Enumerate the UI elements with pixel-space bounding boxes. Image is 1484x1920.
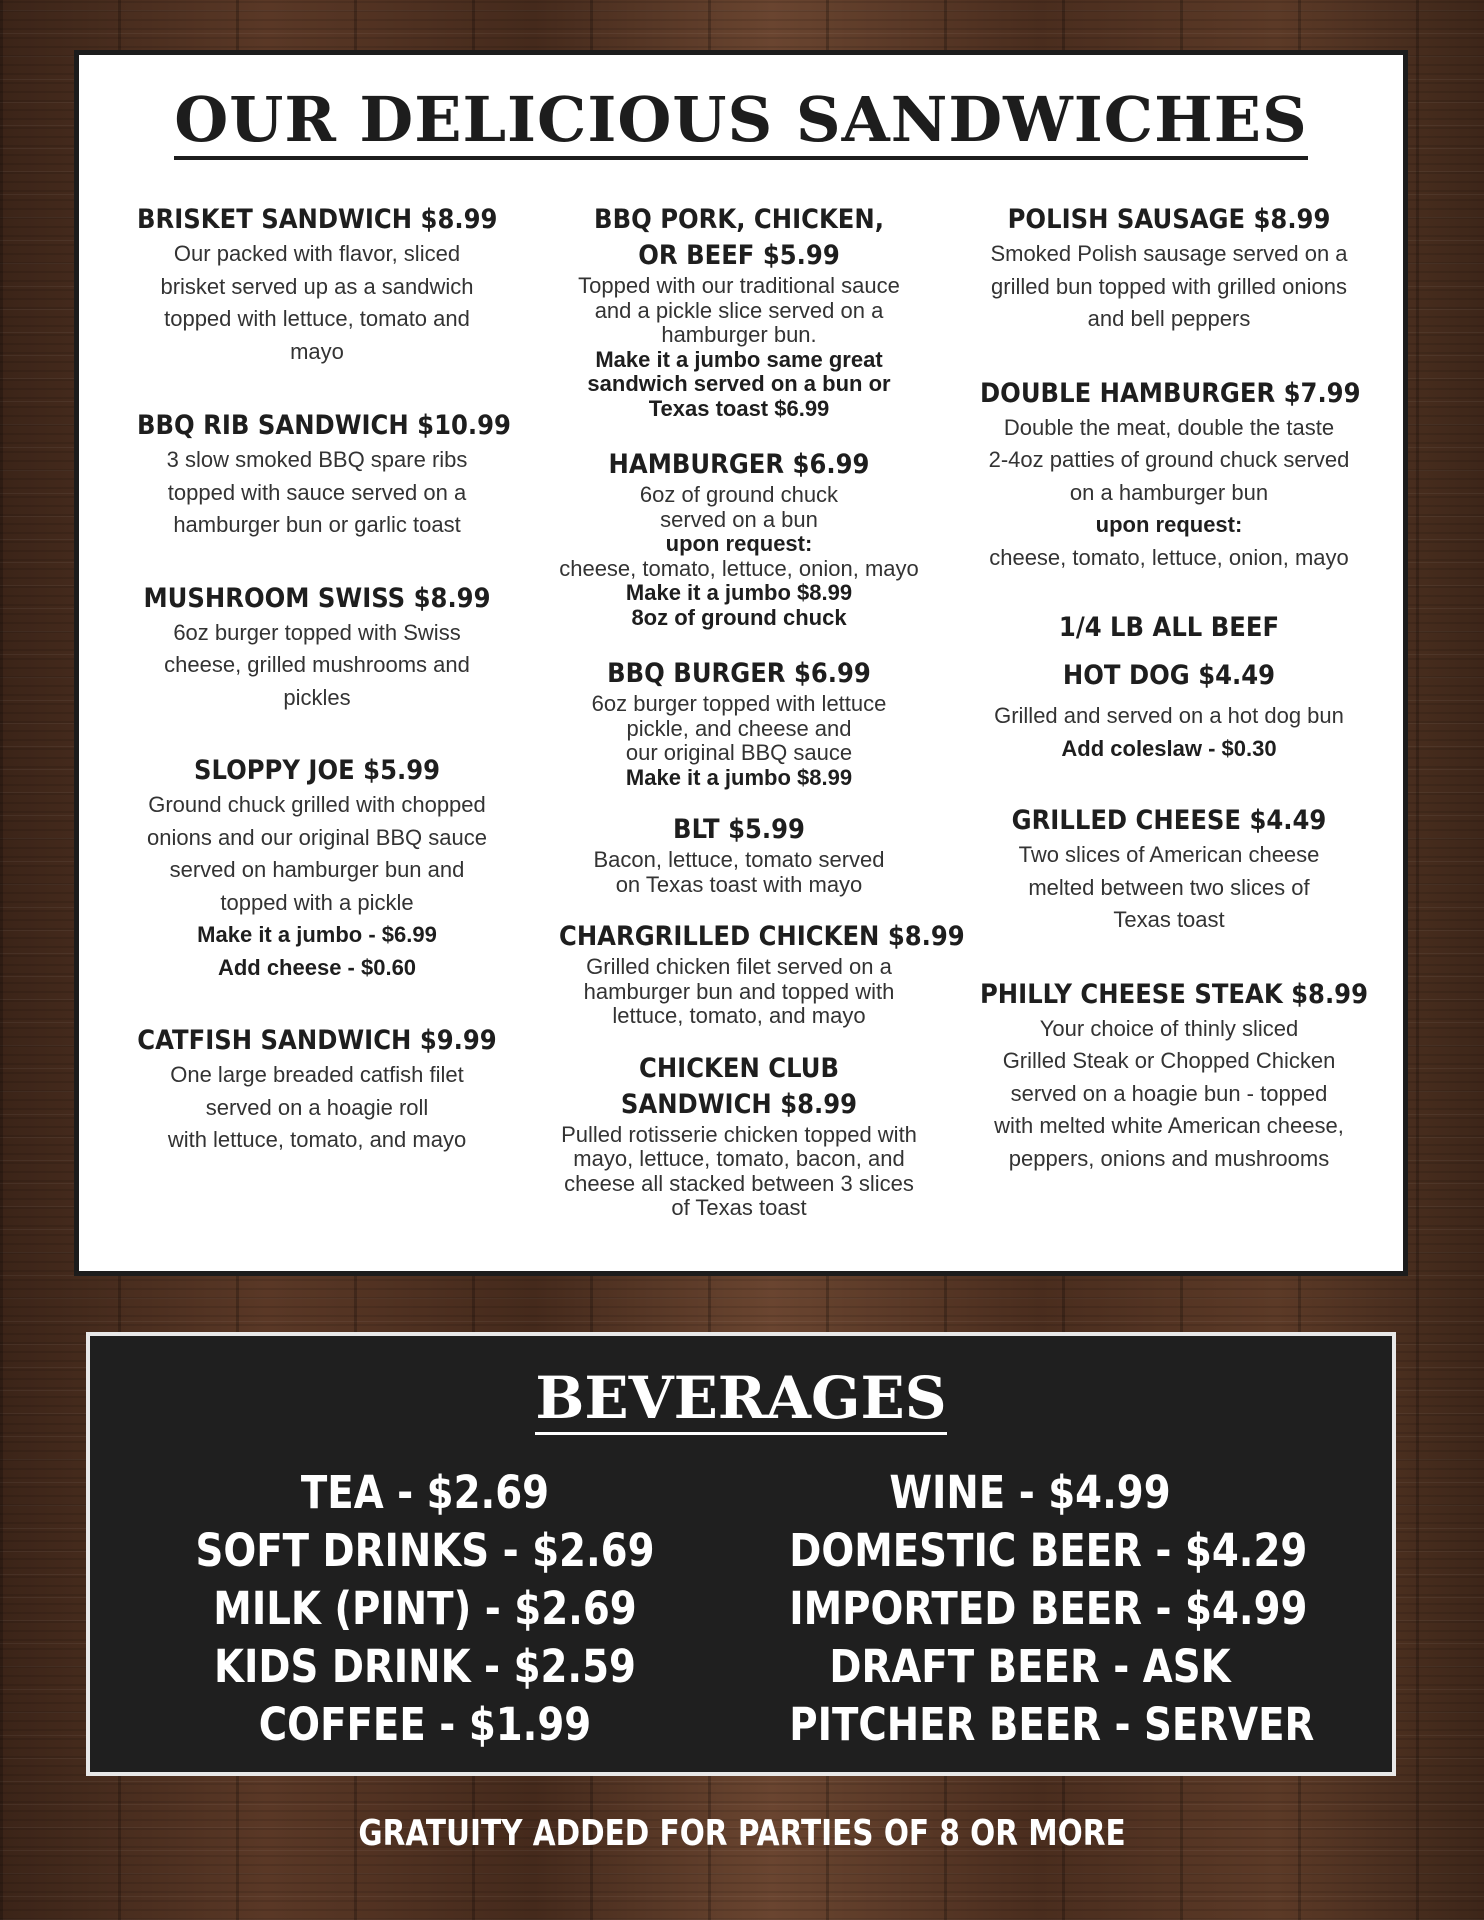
menu-item-philly-cheese-steak [959,977,1379,1176]
beverages-panel [86,1332,1396,1776]
item-description: 6oz burger topped with lettuce pickle, and cheese and our original BBQ sauce Make it a jumbo $8.99 [591,691,887,790]
item-title: HAMBURGER $6.99 [608,449,870,480]
beverage-item: DRAFT BEER - ASK [829,1640,1231,1693]
beverages-title: BEVERAGES [90,1364,1392,1432]
item-description: Grilled chicken filet served on a hamburger bun and topped with lettuce, tomato, and mayo [583,954,895,1028]
item-description: Our packed with flavor, sliced brisket served up as a sandwich topped with lettuce, tomato and mayo [160,241,474,364]
item-description: 6oz burger topped with Swiss cheese, grilled mushrooms and pickles [164,619,470,710]
item-title: BBQ RIB SANDWICH $10.99 [137,410,511,441]
item-title: POLISH SAUSAGE $8.99 [1007,204,1331,235]
menu-item-grilled-cheese [959,803,1379,937]
sandwiches-title: OUR DELICIOUS SANDWICHES [79,83,1403,156]
item-title: BBQ PORK, CHICKEN, [594,204,884,235]
item-description: Double the meat, double the taste 2-4oz patties of ground chuck served on a hamburger bun upon request: cheese, tomato, lettuce, onion, mayo [988,414,1350,570]
item-description: Topped with our traditional sauce and a pickle slice served on a hamburger bun. Make it a jumbo same great sandwich served on a bun or Texas toast $6.99 [578,273,900,421]
beverage-item: COFFEE - $1.99 [258,1698,592,1751]
beverage-item: PITCHER BEER - SERVER [789,1698,1315,1751]
menu-item-hot-dog [959,604,1379,765]
sandwiches-panel [74,50,1408,1276]
beverage-item: TEA - $2.69 [300,1466,550,1519]
sandwiches-right-column [959,192,1379,1175]
beverages-right-column [750,1464,1315,1754]
item-description: Bacon, lettuce, tomato served on Texas toast with mayo [593,847,885,897]
item-description: 3 slow smoked BBQ spare ribs topped with sauce served on a hamburger bun or garlic toast [166,447,468,537]
beverages-left-column [145,1464,705,1754]
item-title: CHICKEN CLUB [639,1052,839,1084]
item-title: SANDWICH $8.99 [620,1088,858,1120]
menu-item-hamburger [539,447,939,630]
menu-item-brisket [117,202,517,368]
item-title: BRISKET SANDWICH $8.99 [137,204,498,235]
beverage-item: WINE - $4.99 [889,1466,1171,1519]
item-description: Grilled and served on a hot dog bun Add coleslaw - $0.30 [994,703,1344,761]
menu-item-polish-sausage [959,202,1379,336]
sandwiches-left-column [117,192,517,1157]
item-description: Ground chuck grilled with chopped onions and our original BBQ sauce served on hamburger bun and topped with a pickle Make it a jumbo - $6.99 Add cheese - $0.60 [147,792,487,980]
menu-item-bbq-rib [117,408,517,542]
gratuity-notice: GRATUITY ADDED FOR PARTIES OF 8 OR MORE [358,1813,1126,1854]
menu-item-chargrilled-chicken [539,919,965,1029]
item-title: HOT DOG $4.49 [1062,660,1276,691]
menu-item-sloppy-joe [117,753,517,984]
menu-item-chicken-club [539,1051,939,1221]
item-title: MUSHROOM SWISS $8.99 [143,582,491,614]
sandwiches-middle-column [539,192,965,1221]
beverage-item: MILK (PINT) - $2.69 [213,1582,637,1635]
item-description: Smoked Polish sausage served on a grilled bun topped with grilled onions and bell peppers [990,241,1348,331]
item-title: BBQ BURGER $6.99 [607,658,871,689]
beverage-item: IMPORTED BEER - $4.99 [789,1582,1308,1635]
beverage-item: KIDS DRINK - $2.59 [214,1640,636,1693]
beverage-item: DOMESTIC BEER - $4.29 [789,1524,1308,1577]
item-title: BLT $5.99 [673,814,805,845]
item-title: OR BEEF $5.99 [638,240,840,271]
item-description: One large breaded catfish filet served on a hoagie roll with lettuce, tomato, and mayo [167,1062,467,1152]
item-description: Your choice of thinly sliced Grilled Steak or Chopped Chicken served on a hoagie bun - topped with melted white American cheese, peppers, onions and mushrooms [994,1015,1344,1171]
menu-item-bbq-pork-chicken-beef [539,202,939,421]
item-description: Pulled rotisserie chicken topped with mayo, lettuce, tomato, bacon, and cheese all stacked between 3 slices of Texas toast [561,1121,917,1220]
item-description: Two slices of American cheese melted between two slices of Texas toast [1018,842,1320,932]
item-title: SLOPPY JOE $5.99 [193,755,441,786]
menu-item-double-hamburger [959,376,1379,575]
item-title: DOUBLE HAMBURGER $7.99 [980,377,1361,409]
menu-item-mushroom-swiss [117,581,517,715]
item-title: CHARGRILLED CHICKEN $8.99 [559,921,965,952]
menu-item-bbq-burger [539,656,939,790]
item-title: 1/4 LB ALL BEEF [1058,612,1280,643]
item-title: CATFISH SANDWICH $9.99 [137,1025,497,1056]
beverage-item: SOFT DRINKS - $2.69 [195,1524,655,1577]
item-description: 6oz of ground chuck served on a bun upon request: cheese, tomato, lettuce, onion, mayo Make it a jumbo $8.99 8oz of ground chuck [559,482,919,630]
menu-item-catfish [117,1023,517,1157]
menu-item-blt [539,812,939,897]
item-title: PHILLY CHEESE STEAK $8.99 [980,978,1368,1010]
item-title: GRILLED CHEESE $4.49 [1011,805,1327,836]
